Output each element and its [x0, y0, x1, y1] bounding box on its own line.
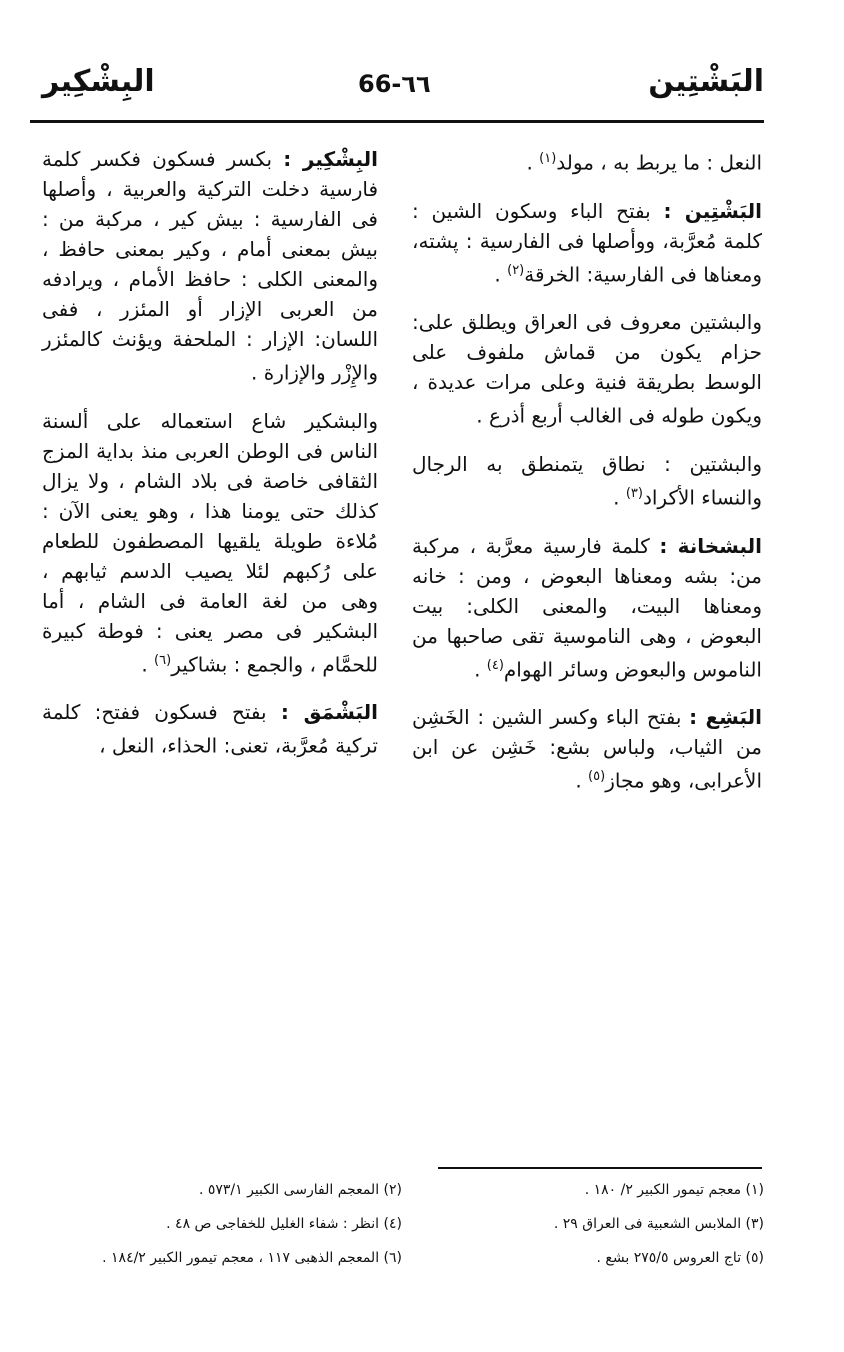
entry-text: والبشتين معروف فى العراق ويطلق على: حزام يكون من قماش ملفوف على الوسط بطريقة فنية وعلى مرات عديدة ، ويكون طوله فى الغالب أربع أذرع . [412, 310, 762, 428]
dictionary-entry [412, 144, 762, 178]
entry-text: النعل : ما يربط به ، مولد [556, 150, 762, 175]
footnote-ref: (١) [539, 151, 557, 166]
header-last-entry: البِشْكِير [42, 64, 155, 99]
footnote: (٢) المعجم الفارسى الكبير ٥٧٣/١ . [198, 1182, 402, 1198]
entry-text: كلمة فارسية معرَّبة ، مركبة من: بشه ومعناها البعوض ، ومن : خانه ومعناها البيت، والمعنى الكلى: بيت البعوض ، وهى الناموسية تقى صاحبها من الناموس والبعوض وسائر الهوام [412, 533, 762, 682]
entry-text: بكسر فسكون فكسر كلمة فارسية دخلت التركية والعربية ، وأصلها فى الفارسية : بيش كير ، مركبة من : بيش بمعنى أمام ، وكير بمعنى حافظ ، والمعنى الكلى : حافظ الأمام ، ويرادفه من العربى الإزار أو المئزر ، ففى اللسان: الإزار : الملحفة ويؤنث كالمئزر والإِزْر والإزارة . [42, 147, 378, 385]
page-number: ٦٦-66 [358, 70, 431, 98]
footnote: (٥) تاج العروس ٢٧٥/٥ بشع . [596, 1250, 764, 1266]
left-column [42, 144, 378, 779]
footnote: (١) معجم تيمور الكبير ٢/ ١٨٠ . [584, 1182, 764, 1198]
dictionary-entry [42, 144, 378, 388]
entry-punctuation: . [141, 652, 148, 677]
dictionary-entry [412, 702, 762, 796]
footnote: (٤) انظر : شفاء الغليل للخفاجى ص ٤٨ . [166, 1216, 402, 1232]
header-first-entry: البَشْتِين [648, 64, 764, 99]
entry-text: والبشكير شاع استعماله على ألسنة الناس فى الوطن العربى منذ بداية المزج الثقافى خاصة فى بلاد الشام ، ولا يزال كذلك حتى يومنا هذا ، وهو يعنى الآن : مُلاءة طويلة يلقيها المصطفون للطعام على رُكبهم لئلا يصيب الدسم ثيابهم ، وهى من لغة العامة فى الشام ، أما البشكير فى مصر يعنى : فوطة كبيرة للحمَّام ، والجمع : بشاكير [42, 408, 378, 677]
footnote: (٣) الملابس الشعبية فى العراق ٢٩ . [553, 1216, 764, 1232]
entry-text: بفتح الباء وكسر الشين : الخَشِن من الثياب، ولباس بشع: خَشِن عن ابن الأعرابى، وهو مجاز [412, 705, 762, 793]
entry-text: بفتح فسكون ففتح: كلمة تركية مُعرَّبة، تعنى: الحذاء، النعل ، [42, 700, 378, 758]
page-header [28, 62, 764, 112]
term: البَشْتِين : [663, 198, 762, 223]
entry-text: بفتح الباء وسكون الشين : كلمة مُعرَّبة، ووأصلها فى الفارسية : پشته، ومعناها فى الفارسية: الخرقة [412, 198, 762, 287]
footnote-row [40, 1182, 764, 1216]
header-rule [30, 120, 764, 123]
entry-text: والبشتين : نطاق يتمنطق به الرجال والنساء الأكراد [412, 451, 762, 510]
dictionary-entry [42, 406, 378, 680]
entry-punctuation: . [494, 262, 501, 287]
dictionary-entry [412, 531, 762, 685]
footnote-ref: (٤) [486, 657, 504, 673]
dictionary-entry [412, 449, 762, 513]
footnote: (٦) المعجم الذهبى ١١٧ ، معجم تيمور الكبير ١٨٤/٢ . [102, 1250, 402, 1266]
term: البَشْمَق : [280, 700, 378, 725]
footnote-ref: (٥) [588, 769, 606, 785]
dictionary-entry [412, 196, 762, 290]
footnotes [40, 1182, 764, 1284]
entry-punctuation: . [613, 485, 620, 510]
entry-punctuation: . [474, 657, 481, 682]
entry-punctuation: . [575, 768, 582, 793]
term: البِشْكِير : [283, 147, 379, 171]
footnote-ref: (٣) [625, 485, 643, 501]
footnote-row [40, 1216, 764, 1250]
right-column [412, 144, 762, 814]
dictionary-entry [412, 307, 762, 431]
footnote-ref: (٢) [507, 262, 525, 278]
entry-punctuation: . [526, 150, 533, 175]
term: البشخانة : [659, 533, 763, 558]
term: البَشِع : [689, 705, 762, 730]
dictionary-entry [42, 697, 378, 761]
footnote-ref: (٦) [154, 652, 172, 668]
footnote-row [40, 1250, 764, 1284]
footnote-rule [438, 1167, 762, 1169]
